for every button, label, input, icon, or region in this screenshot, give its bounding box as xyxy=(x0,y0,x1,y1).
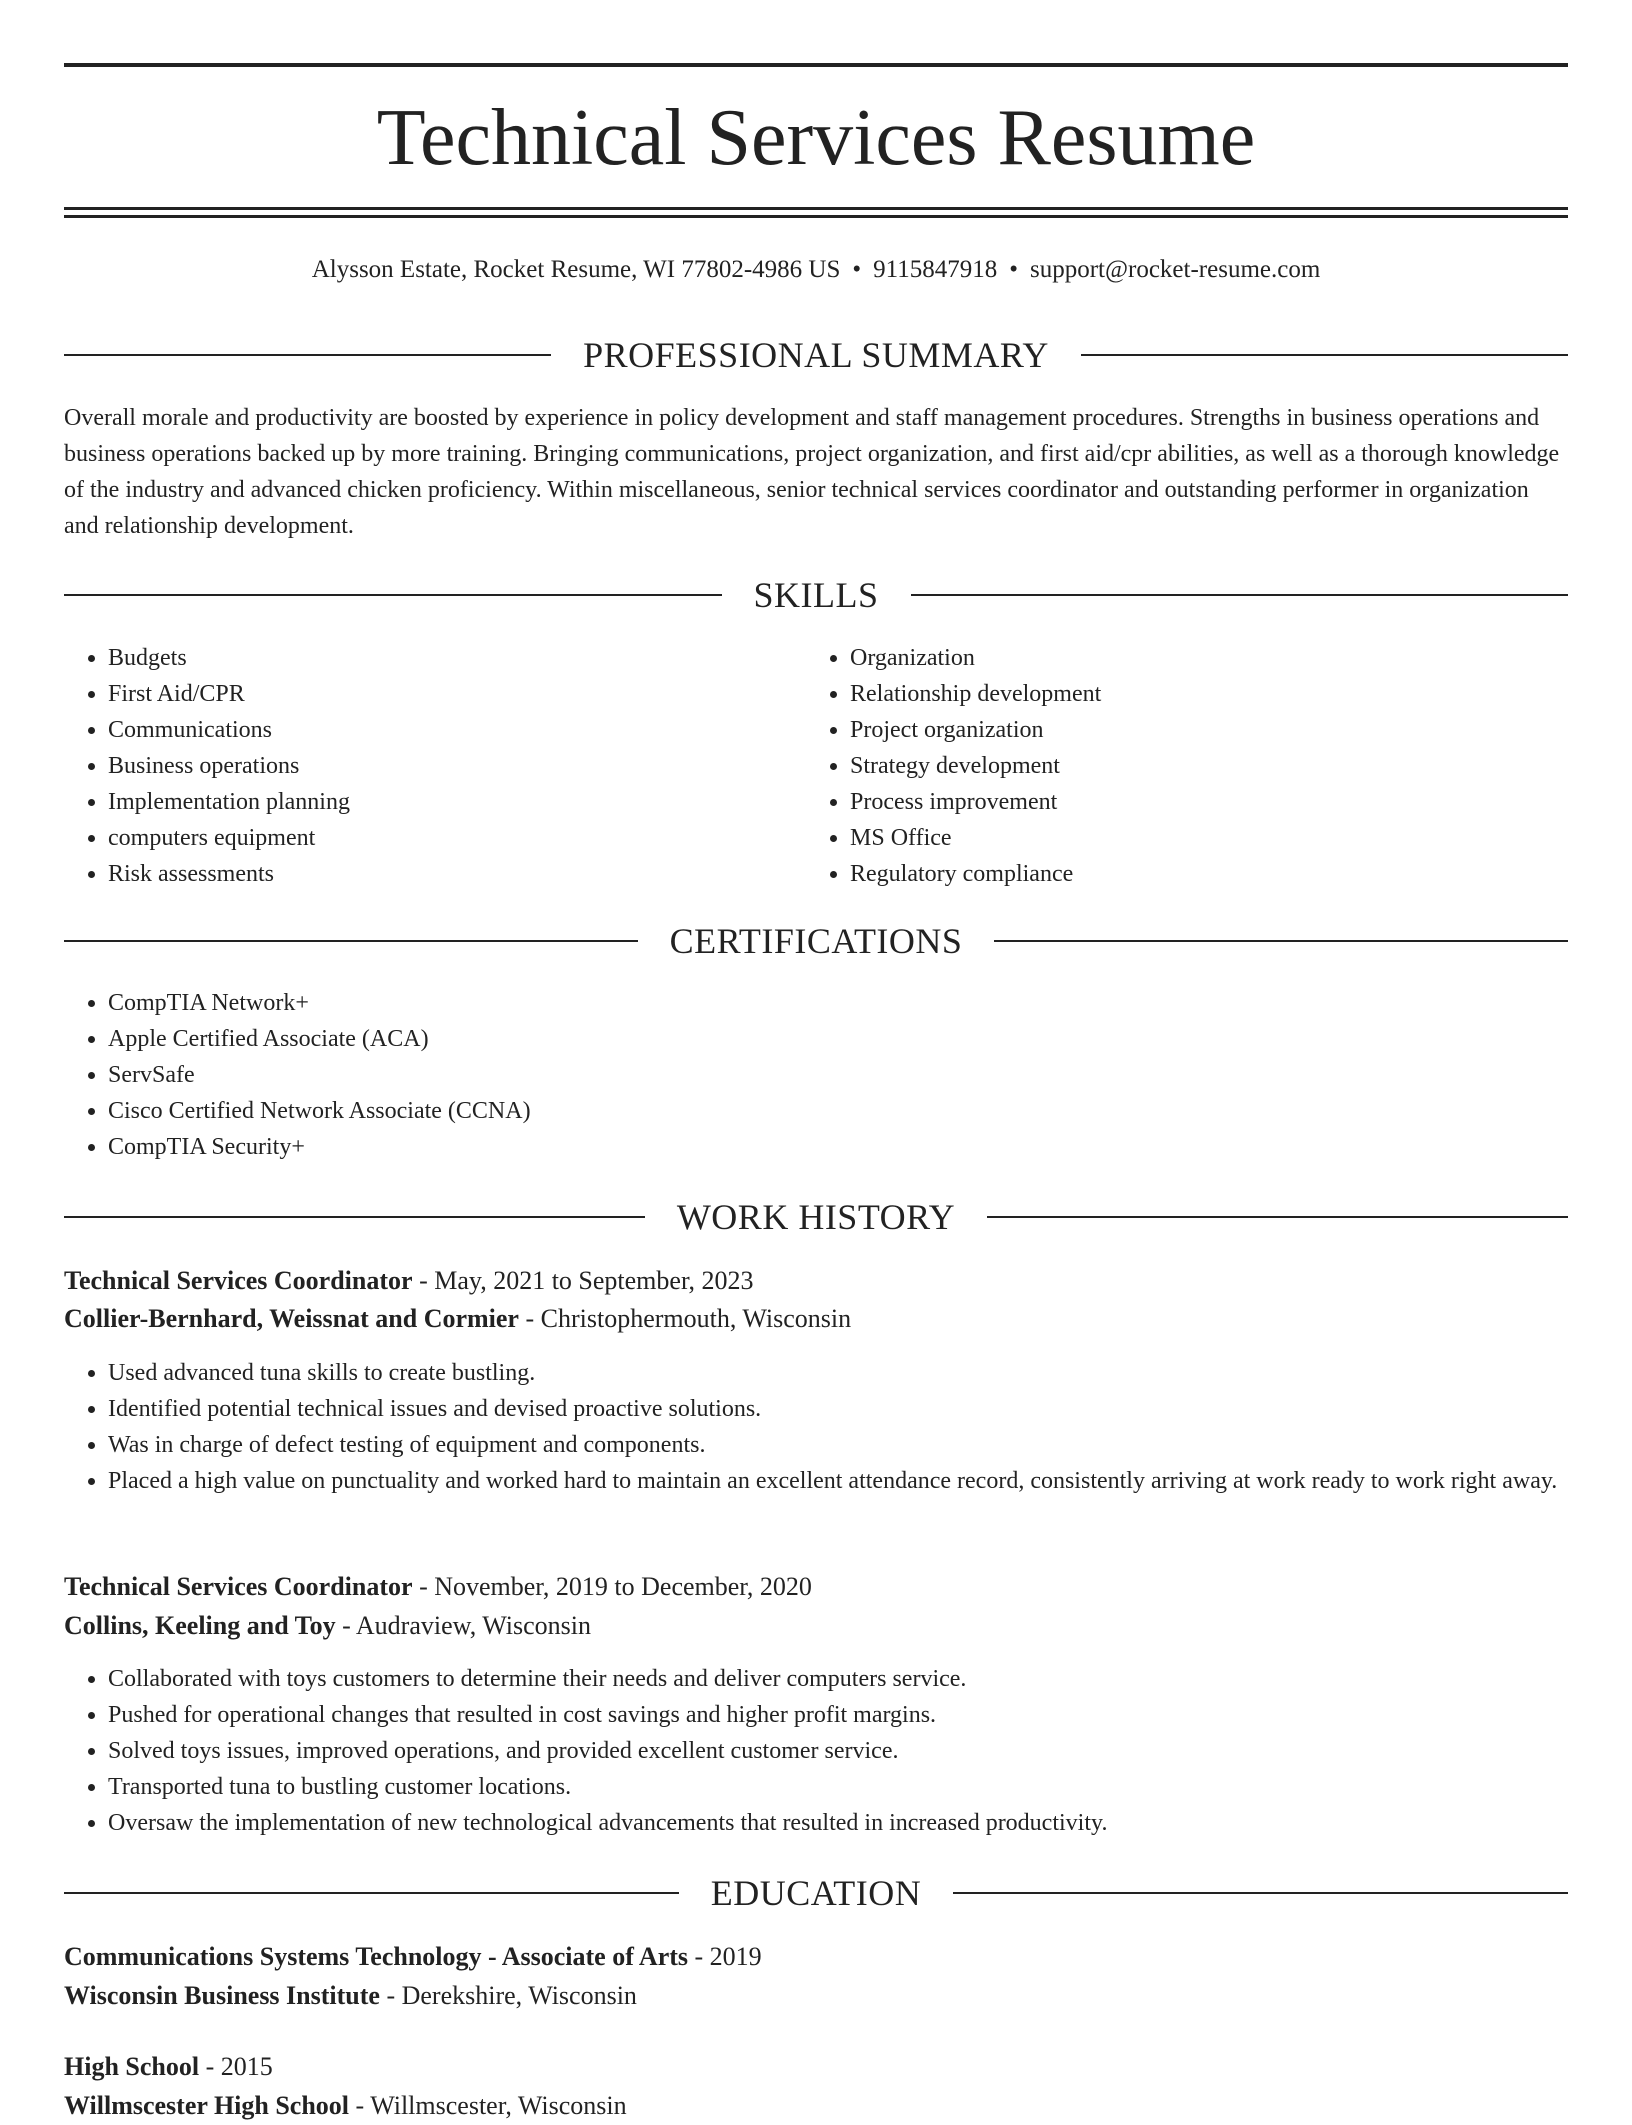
certifications-list xyxy=(64,985,1508,1165)
job-dates: - November, 2019 to December, 2020 xyxy=(412,1572,812,1601)
list-item: • Strategy development xyxy=(850,748,1550,784)
skills-list-right xyxy=(806,640,1550,892)
list-item: • Business operations xyxy=(108,748,808,784)
list-item: • Solved toys issues, improved operations, and provided excellent customer service. xyxy=(108,1733,1612,1769)
job-bullets xyxy=(64,1355,1612,1499)
education-degree: Communications Systems Technology - Associate of Arts xyxy=(64,1942,689,1971)
contact-line xyxy=(64,252,1568,288)
section-rule xyxy=(64,594,722,596)
section-rule xyxy=(64,940,638,942)
list-item: • Process improvement xyxy=(850,784,1550,820)
title-rule-upper xyxy=(64,207,1568,210)
list-item: • Oversaw the implementation of new technological advancements that resulted in increased productivity. xyxy=(108,1805,1612,1841)
list-item: • Collaborated with toys customers to determine their needs and deliver computers service. xyxy=(108,1661,1612,1697)
section-rule xyxy=(994,940,1568,942)
list-item: • ServSafe xyxy=(108,1057,1508,1093)
list-item: • CompTIA Network+ xyxy=(108,985,1508,1021)
section-rule xyxy=(953,1892,1568,1894)
list-item: • Risk assessments xyxy=(108,856,808,892)
summary-text: Overall morale and productivity are boosted by experience in policy development and staff management procedures. Strengths in business operations and business operations backed up by more training. Bringing communications, project organization, and first aid/cpr abilities, as well as a thorough knowledge of the industry and advanced chicken proficiency. Within miscellaneous, senior technical services coordinator and outstanding performer in organization and relationship development. xyxy=(64,405,1560,539)
contact-address: Alysson Estate, Rocket Resume, WI 77802-4986 US xyxy=(311,256,841,283)
section-rule xyxy=(64,1216,645,1218)
job-dates: - May, 2021 to September, 2023 xyxy=(412,1266,754,1295)
job-company: Collins, Keeling and Toy xyxy=(64,1611,336,1640)
job-title-line xyxy=(64,1568,812,1606)
list-item: • computers equipment xyxy=(108,820,808,856)
list-item: • Budgets xyxy=(108,640,808,676)
education-school: Wisconsin Business Institute xyxy=(64,1981,380,2010)
list-item: • Implementation planning xyxy=(108,784,808,820)
section-header-summary xyxy=(64,333,1568,377)
section-title: CERTIFICATIONS xyxy=(669,921,963,961)
job-title: Technical Services Coordinator xyxy=(64,1266,413,1295)
contact-separator: • xyxy=(1009,256,1018,283)
section-header-education xyxy=(64,1871,1568,1915)
list-item: • Cisco Certified Network Associate (CCNA) xyxy=(108,1093,1508,1129)
section-rule xyxy=(64,354,551,356)
list-item: • Organization xyxy=(850,640,1550,676)
job-title: Technical Services Coordinator xyxy=(64,1572,413,1601)
list-item: • Identified potential technical issues and devised proactive solutions. xyxy=(108,1391,1612,1427)
section-header-work xyxy=(64,1195,1568,1239)
education-location: - Derekshire, Wisconsin xyxy=(379,1981,637,2010)
list-item: • Apple Certified Associate (ACA) xyxy=(108,1021,1508,1057)
education-school-line xyxy=(64,1977,637,2015)
job-bullets xyxy=(64,1661,1612,1841)
section-title: EDUCATION xyxy=(710,1873,922,1913)
education-degree: High School xyxy=(64,2052,200,2081)
education-degree-line xyxy=(64,1938,762,1976)
job-location: - Audraview, Wisconsin xyxy=(335,1611,591,1640)
list-item: • Transported tuna to bustling customer locations. xyxy=(108,1769,1612,1805)
list-item: • Used advanced tuna skills to create bustling. xyxy=(108,1355,1612,1391)
job-company-line xyxy=(64,1607,591,1645)
list-item: • Pushed for operational changes that resulted in cost savings and higher profit margins. xyxy=(108,1697,1612,1733)
job-title-line xyxy=(64,1262,754,1300)
list-item: • Regulatory compliance xyxy=(850,856,1550,892)
job-company: Collier-Bernhard, Weissnat and Cormier xyxy=(64,1304,519,1333)
contact-phone: 9115847918 xyxy=(873,256,998,283)
section-rule xyxy=(1081,354,1568,356)
list-item: • Placed a high value on punctuality and worked hard to maintain an excellent attendance record, consistently arriving at work ready to work right away. xyxy=(108,1463,1612,1499)
top-rule xyxy=(64,63,1568,67)
education-school: Willmscester High School xyxy=(64,2091,350,2120)
list-item: • Communications xyxy=(108,712,808,748)
section-header-certifications xyxy=(64,919,1568,963)
list-item: • MS Office xyxy=(850,820,1550,856)
section-header-skills xyxy=(64,573,1568,617)
title-rule-lower xyxy=(64,215,1568,218)
list-item: • Project organization xyxy=(850,712,1550,748)
section-rule xyxy=(64,1892,679,1894)
list-item: • CompTIA Security+ xyxy=(108,1129,1508,1165)
job-company-line xyxy=(64,1300,851,1338)
list-item: • First Aid/CPR xyxy=(108,676,808,712)
section-title: PROFESSIONAL SUMMARY xyxy=(583,335,1049,375)
education-year: - 2015 xyxy=(199,2052,273,2081)
job-location: - Christophermouth, Wisconsin xyxy=(518,1304,852,1333)
contact-email: support@rocket-resume.com xyxy=(1029,256,1321,283)
education-year: - 2019 xyxy=(688,1942,762,1971)
section-rule xyxy=(987,1216,1568,1218)
education-location: - Willmscester, Wisconsin xyxy=(349,2091,627,2120)
section-title: SKILLS xyxy=(753,575,879,615)
education-school-line xyxy=(64,2087,627,2125)
contact-separator: • xyxy=(852,256,862,283)
list-item: • Relationship development xyxy=(850,676,1550,712)
section-title: WORK HISTORY xyxy=(676,1197,956,1237)
list-item: • Was in charge of defect testing of equipment and components. xyxy=(108,1427,1612,1463)
skills-list-left xyxy=(64,640,808,892)
education-degree-line xyxy=(64,2048,273,2086)
section-rule xyxy=(911,594,1569,596)
resume-title: Technical Services Resume xyxy=(376,94,1256,182)
